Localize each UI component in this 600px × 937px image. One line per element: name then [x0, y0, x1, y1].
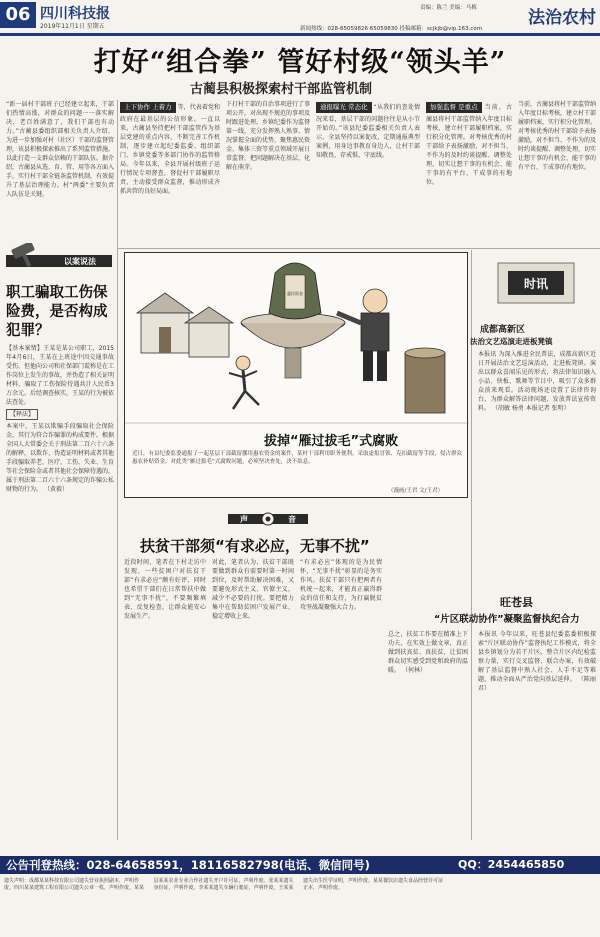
voice-article-column-3: [300, 558, 382, 838]
money-bag-icon: [269, 263, 321, 319]
cartoon-credit: （漫画/王君 文/王君）: [388, 488, 443, 494]
cartoon-caption: 近日，有县纪委监委通报了一起基层干部截留挪用惠农资金的案件，某村干部利用职务便利，采取虚报冒领、克扣截留等手段，侵占群众惠农补贴资金。对此类“雁过拔毛”式腐败问题，必须坚决查处，决不姑息。: [132, 451, 463, 465]
voice-article-author: （何林）: [401, 667, 426, 674]
tree-stump-icon: [405, 348, 445, 413]
section-subheading-2: 通报曝光 常态化: [316, 102, 372, 113]
wangcang-article-author: （陈丽君）: [478, 676, 596, 692]
wangcang-article-body: [478, 630, 596, 838]
lead-article-text-4: “从我们的查处情况来看，基层干部的问题往往是从小节开始的。”该县纪委监委相关负责人表示，全县坚持以案促改，定期通报典型案例，用身边事教育身边人，让村干部知敬畏、存戒惧、守底线。: [316, 104, 420, 159]
section-subheading-3: 加强监督 是重点: [426, 102, 482, 113]
law-banner-label: 以案说法: [64, 257, 96, 266]
main-headline: 打好“组合拳” 管好村级“领头羊”: [93, 47, 507, 78]
lead-article-text-3: 下打村干部的自治事项进行了事项公开，对出现不规范的事项及时跟进处理。乡镇纪委作为监督第一线，充分发挥熟人熟事、情况掌握全面的优势，聚焦惠民资金、集体三资等重点领域开展日常监督，把问题解决在基层、化解在萌芽。: [226, 101, 310, 171]
column-divider: [117, 100, 118, 840]
voice-article-text-1: 近段时间，笔者在下村走访中发现，一些贫困户对扶贫干部“有求必应”颇有好评，同时也希望干部们在日常帮扶中做到“无事不扰”，不要频繁填表、反复检查，让群众能安心发展生产。: [124, 559, 206, 620]
publication-date: 2019年11月1日 星期五: [40, 23, 105, 30]
grain-bowl-icon: [241, 313, 345, 378]
lead-article-text-6: 当前，古蔺县将村干部监管纳入年度目标考核，建立村干部履职档案，实行积分化管理。对考核优秀的村干部给予表扬激励，对不担当、不作为的及时约谈提醒、调整处理，切实让想干事的有机会、能干事的有平台、干成事的有地位。: [518, 101, 596, 171]
main-subheadline: 古蔺县积极探索村干部监管机制: [190, 82, 373, 97]
masthead-rule: [0, 33, 600, 36]
voice-article-column-2: [212, 558, 294, 838]
ad-qq-bar: [454, 856, 600, 874]
chengdu-article-author: （胡敏 杨勇 本报记者 张明）: [491, 405, 570, 412]
lead-article-column-4: [316, 100, 420, 250]
page-number: 06: [0, 2, 36, 28]
voice-article-text-3: “有求必应”体现的是为民情怀，“无事不扰”彰显的是务实作风。扶贫干部只有把两者有机统一起来，才能真正赢得群众的信任和支持，为打赢脱贫攻坚战凝聚强大合力。: [300, 559, 382, 611]
law-analysis-text: 本案中，王某以欺骗手段骗取社会保险金，其行为符合诈骗罪的构成要件。根据全国人大常委会关于刑法第二百六十六条的解释，以欺诈、伪造证明材料或者其他手段骗取养老、医疗、工伤、失业、生育等社会保险金或者其他社会保障待遇的，属于刑法第二百六十六条规定的诈骗公私财物的行为。: [6, 423, 114, 493]
law-article-body: [6, 344, 114, 836]
chengdu-article-body: [478, 350, 596, 586]
lead-article-text-1: “新一届村干部班子已经建立起来，干部们热情高涨，对群众的问题一一落实解决，老百姓满意了，我们干部也有动力。”古蔺县委组织部相关负责人介绍，为进一步加强对村（社区）干部的监督管理，该县积极探索推出了系列监管措施，以此打造一支群众信赖的干部队伍。据介绍，古蔺县从选、育、管、用等各方面入手，实行村干部全链条监管机制，有效提升了基层治理能力。村“两委”主要负责人队伍是关键。: [6, 101, 114, 198]
wangcang-article-text: 本报讯 今年以来，旺苍县纪委监委积极探索“片区联动协作”监督执纪工作模式，将全县乡镇划分为若干片区，整合片区内纪检监察力量，实行交叉监督、联合办案，有效破解了基层监督中熟人社会、人手不足等难题，推动全面从严治党向基层延伸。: [478, 631, 596, 683]
voice-article-column-1: [124, 558, 206, 838]
lead-article-column-5: [426, 100, 512, 250]
lead-article-column-1: [6, 100, 114, 240]
wangcang-article-title: 旺苍县: [500, 596, 533, 609]
voice-article-column-4: [388, 630, 468, 838]
ad-qq-text: QQ：2454465850: [458, 858, 565, 871]
voice-article-text-4: 总之，扶贫工作要在精准上下功夫，在实效上做文章，真正做到扶真贫、真扶贫，让贫困群众切实感受到党和政府的温暖。: [388, 631, 468, 674]
village-houses-icon: [137, 293, 233, 357]
corrupt-official-icon: [337, 289, 389, 381]
chengdu-article-title: 成都高新区: [480, 325, 526, 335]
cartoon-illustration: [125, 253, 469, 429]
law-article-title: 职工骗取工伤保险费，是否构成犯罪？: [6, 285, 108, 339]
masthead: [0, 0, 600, 38]
voice-logo-left: 声: [240, 515, 248, 524]
staff-credits: 责编：陈兰 美编：马梅: [420, 5, 477, 11]
news-flash-banner-icon: [478, 255, 594, 315]
voice-article-title: 扶贫干部须“有求必应，无事不扰”: [140, 537, 370, 555]
ad-phone-bar: 公告刊登热线：028-64658591，18116582798(电话、微信同号): [0, 856, 454, 874]
section-subheading-1: 上下协作 上着力: [120, 102, 176, 113]
law-article-text: 【基本案情】王某是某公司职工，2015年4月6日，王某在上班途中因交通事故受伤，但他向公司和社保部门谎称是在工作岗位上发生的事故，并伪造了相关证明材料，骗取了工伤保险待遇共计人民币3万余元。后经调查核实，王某的行为被依法查处。: [6, 345, 114, 406]
law-article-author: （黄毅）: [43, 486, 68, 493]
lead-article-column-3: [226, 100, 310, 250]
voice-section-logo-icon: [228, 512, 308, 526]
section-name: 法治农村: [528, 8, 596, 28]
lead-article-text-5: 当前，古蔺县将村干部监管纳入年度目标考核，建立村干部履职档案，实行积分化管理。对考核优秀的村干部给予表扬激励，对不担当、不作为的及时约谈提醒、调整处理，切实让想干事的有机会、能干事的有平台、干成事的有地位。: [426, 104, 512, 186]
paper-name: 四川科技报: [40, 6, 110, 22]
cartoon-title: 拔掉“雁过拔毛”式腐败: [264, 434, 399, 449]
wangcang-article-subtitle: “片区联动协作”凝聚监督执纪合力: [434, 614, 580, 625]
chengdu-article-text: 本报讯 为深入推进全民普法，成都高新区近日开展法治文艺巡演活动，走进板凳镇。演出以群众喜闻乐见的形式，将法律知识融入小品、快板、歌舞等节目中，吸引了众多群众前来观看。活动现场还设置了法律咨询台，为群众解答法律问题，发放普法宣传资料。: [478, 351, 596, 412]
contact-info: 新闻热线：028-65059826 65059830 投稿邮箱：scjkjb@vip.163.com: [300, 26, 483, 32]
lead-article-text-2: 等，代表着党和政府在最基层的公信形象。一直以来，古蔺县坚持把村干部监管作为基层党建的重点内容，不断完善工作机制，逐步建立起纪委监委、组织部门、乡镇党委等多部门协作的监管格局。今年以来，全县开展村级班子运行情况专项督查，督促村干部履职尽责，主动接受群众监督，推动形成齐抓共管的良好局面。: [120, 104, 220, 195]
law-banner-gavel-icon: [6, 243, 112, 273]
money-bag-label: 惠民资金: [287, 291, 303, 296]
lead-article-column-2: [120, 100, 220, 250]
chengdu-article-subtitle: 法治文艺巡演走进板凳镇: [470, 337, 553, 346]
news-flash-label: 时讯: [523, 277, 549, 291]
section-divider: [117, 248, 600, 249]
voice-article-text-2: 对此，笔者认为，扶贫干部既要做到群众有需要时第一时间到位，及时帮助解决困难，又要避免形式主义、官僚主义，减少不必要的打扰。要把精力集中在帮助贫困户发展产业、稳定增收上来。: [212, 559, 294, 620]
running-villager-icon: [229, 356, 259, 409]
lead-article-column-6: [518, 100, 596, 250]
law-analysis-tag: 【释法】: [6, 409, 38, 420]
classified-ads-body: 遗失声明：成都某某科技有限公司遗失营业执照副本，声明作废。四川某某建筑工程有限公司遗失公章一枚，声明作废。某某县某某农业专业合作社遗失开户许可证，声明作废。张某某遗失身份证，声明作废。李某某遗失车辆行驶证，声明作废。王某某遗失出生医学证明，声明作废。某某餐饮店遗失食品经营许可证正本，声明作废。: [4, 878, 444, 891]
voice-logo-right: 音: [288, 515, 296, 524]
